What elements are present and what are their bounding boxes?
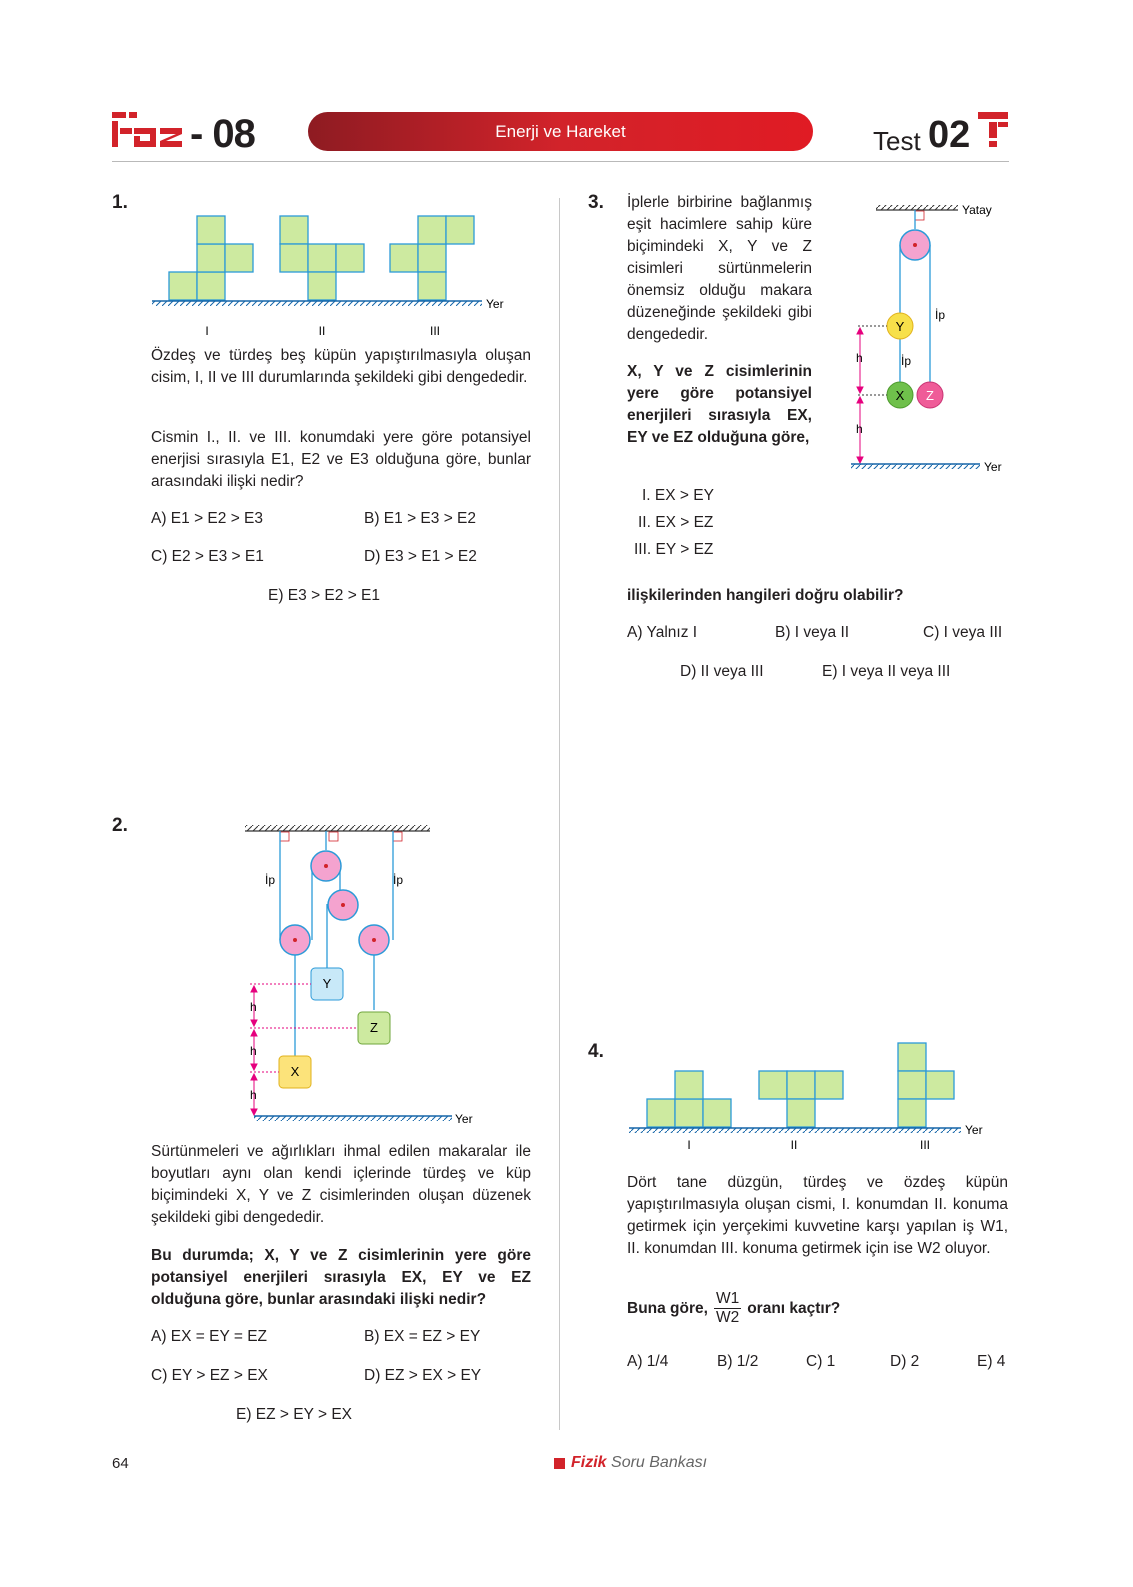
- q1-option-a[interactable]: A) E1 > E2 > E3: [151, 510, 264, 527]
- q3-ceiling-label: Yatay: [962, 203, 992, 217]
- q4-ratio: [714, 1290, 741, 1327]
- q1-label-iii: III: [429, 324, 441, 338]
- q4-ratio-denominator: W2: [715, 1309, 740, 1326]
- q2-option-c[interactable]: C) EY > EZ > EX: [151, 1367, 268, 1384]
- footer-book-title: [571, 1454, 707, 1472]
- q4-question: [627, 1290, 840, 1327]
- q1-label-ii: II: [318, 324, 326, 338]
- q3-option-d[interactable]: D) II veya III: [680, 663, 764, 680]
- q4-option-d[interactable]: D) 2: [890, 1353, 920, 1370]
- q4-label-iii: III: [919, 1138, 931, 1152]
- q4-option-b[interactable]: B) 1/2: [717, 1353, 759, 1370]
- q3-h-label-2: h: [856, 422, 863, 436]
- q4-option-e[interactable]: E) 4: [977, 1353, 1006, 1370]
- q4-option-a[interactable]: A) 1/4: [627, 1353, 669, 1370]
- q3-option-c[interactable]: C) I veya III: [923, 624, 1003, 641]
- q3-statement-3: III. EY > EZ: [634, 541, 714, 558]
- q3-rope-2-label: İp: [901, 354, 912, 368]
- q4-label-ii: II: [790, 1138, 798, 1152]
- q1-number: 1.: [112, 192, 128, 213]
- q3-ball-x-label: X: [895, 388, 905, 403]
- q1-ground-label: Yer: [486, 297, 504, 311]
- q3-question: ilişkilerinden hangileri doğru olabilir?: [627, 587, 904, 604]
- footer-square-icon: [554, 1458, 565, 1469]
- q1-figure: [150, 210, 530, 340]
- q3-rope-1-label: İp: [935, 308, 946, 322]
- q1-option-c[interactable]: C) E2 > E3 > E1: [151, 548, 264, 565]
- q2-rope-left-label: İp: [265, 873, 276, 887]
- header-rule: [112, 161, 1009, 162]
- q3-option-a[interactable]: A) Yalnız I: [627, 624, 698, 641]
- q2-box-x-label: X: [290, 1064, 300, 1079]
- q2-number: 2.: [112, 815, 128, 836]
- q1-option-b[interactable]: B) E1 > E3 > E2: [364, 510, 477, 527]
- q1-option-e[interactable]: E) E3 > E2 > E1: [268, 587, 381, 604]
- q2-box-z-label: Z: [370, 1020, 378, 1035]
- topic-banner: [308, 112, 813, 151]
- q4-question-suffix: oranı kaçtır?: [747, 1299, 841, 1317]
- q2-text-1: Sürtünmeleri ve ağırlıkları ihmal edilen makaralar ile boyutları aynı olan kendi içlerinde türdeş ve küp biçimindeki X, Y ve Z cisimlerinden oluşan düzenek şekildeki gibi dengededir.: [151, 1143, 531, 1226]
- q3-ball-z-label: Z: [926, 388, 934, 403]
- q3-figure: [848, 195, 1013, 480]
- q4-text-1: Dört tane düzgün, türdeş ve özdeş küpün yapıştırılmasıyla oluşan cismi, I. konumdan II. konuma getirmek için yerçekimi kuvvetine karşı yapılan iş W1, II. konumdan III. konuma getirmek için ise W2 oluyor.: [627, 1174, 1008, 1257]
- t-logo-icon: [978, 112, 1008, 150]
- q1-text-2: Cismin I., II. ve III. konumdaki yere göre potansiyel enerjisi sırasıyla E1, E2 ve E3 olduğuna göre, bunlar arasındaki ilişki nedir?: [151, 429, 531, 490]
- q1-text-1: Özdeş ve türdeş beş küpün yapıştırılmasıyla oluşan cisim, I, II ve III durumlarında şekildeki gibi dengededir.: [151, 347, 531, 386]
- q3-number: 3.: [588, 192, 604, 213]
- q1-label-i: I: [205, 324, 209, 338]
- q2-box-y-label: Y: [322, 976, 332, 991]
- footer-book: Soru Bankası: [611, 1454, 708, 1471]
- q2-rope-right-label: İp: [393, 873, 404, 887]
- q4-number: 4.: [588, 1041, 604, 1062]
- q3-statement-2: II. EX > EZ: [638, 514, 714, 531]
- q4-ratio-numerator: W1: [715, 1290, 740, 1307]
- q2-figure: [240, 820, 490, 1130]
- q2-text-2: Bu durumda; X, Y ve Z cisimlerinin yere göre potansiyel enerjileri sırasıyla EX, EY ve EZ olduğuna göre, bunlar arasındaki ilişki nedir?: [151, 1247, 531, 1308]
- q2-h-label-1: h: [250, 1000, 257, 1014]
- q4-figure: [625, 1035, 1010, 1155]
- column-divider: [559, 198, 560, 1430]
- q3-option-b[interactable]: B) I veya II: [775, 624, 850, 641]
- q4-ground-label: Yer: [965, 1123, 983, 1137]
- q2-option-d[interactable]: D) EZ > EX > EY: [364, 1367, 482, 1384]
- page-number: 64: [112, 1455, 129, 1472]
- q3-h-label-1: h: [856, 351, 863, 365]
- q2-h-label-3: h: [250, 1088, 257, 1102]
- q4-option-c[interactable]: C) 1: [806, 1353, 836, 1370]
- q4-question-prefix: Buna göre,: [627, 1299, 708, 1317]
- q3-ball-y-label: Y: [895, 319, 905, 334]
- brand-logo: [112, 112, 188, 152]
- footer-subject: Fizik: [571, 1454, 607, 1471]
- topic-title: Enerji ve Hareket: [495, 121, 626, 141]
- q2-option-e[interactable]: E) EZ > EY > EX: [236, 1406, 353, 1423]
- test-number: 02: [928, 114, 971, 156]
- q2-option-b[interactable]: B) EX = EZ > EY: [364, 1328, 481, 1345]
- test-label: Test: [873, 126, 921, 156]
- q3-option-e[interactable]: E) I veya II veya III: [822, 663, 951, 680]
- q3-text-1: İplerle birbirine bağlanmış eşit hacimlere sahip küre biçimindeki X, Y ve Z cisimleri sürtünmelerin önemsiz olduğu makara düzeneğinde şekildeki gibi dengededir.: [627, 194, 812, 343]
- q2-ground-label: Yer: [455, 1112, 473, 1126]
- q3-ground-label: Yer: [984, 460, 1002, 474]
- series-code: - 08: [190, 112, 255, 156]
- q4-label-i: I: [687, 1138, 691, 1152]
- q2-option-a[interactable]: A) EX = EY = EZ: [151, 1328, 268, 1345]
- q3-statement-1: I. EX > EY: [642, 487, 714, 504]
- q2-h-label-2: h: [250, 1044, 257, 1058]
- q3-text-2: X, Y ve Z cisimlerinin yere göre potansiyel enerjileri sırasıyla EX, EY ve EZ olduğuna göre,: [627, 363, 812, 446]
- q1-option-d[interactable]: D) E3 > E1 > E2: [364, 548, 477, 565]
